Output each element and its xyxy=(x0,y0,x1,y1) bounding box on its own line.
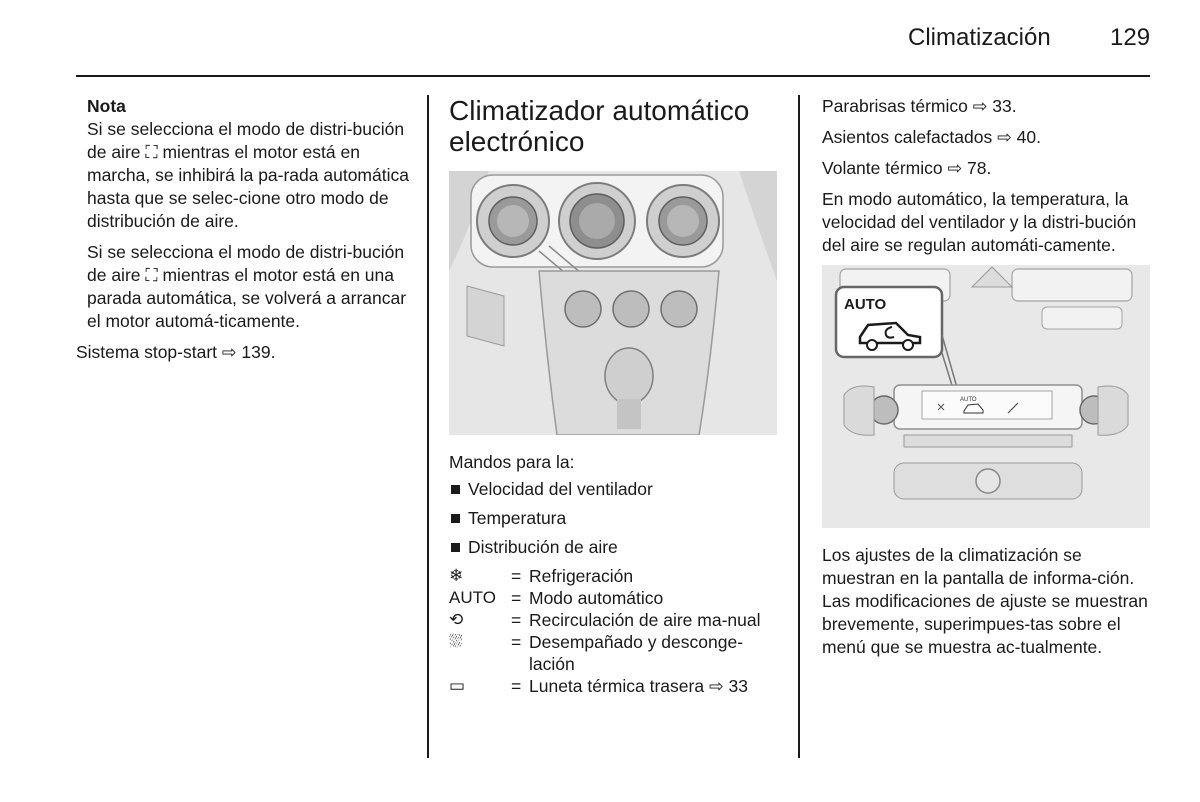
windshield-reference[interactable]: Parabrisas térmico ⇨ 33. xyxy=(822,96,1017,116)
equals-sign: = xyxy=(511,566,522,586)
legend-text: Desempañado y desconge-lación xyxy=(529,632,744,674)
left-knob xyxy=(477,185,549,257)
column-divider-1 xyxy=(427,95,429,758)
legend-row xyxy=(449,565,779,587)
legend-text: Luneta térmica trasera ⇨ 33 xyxy=(529,676,748,696)
equals-sign: = xyxy=(511,588,522,608)
wheel-reference[interactable]: Volante térmico ⇨ 78. xyxy=(822,158,992,178)
callout-auto-label: AUTO xyxy=(844,296,887,313)
legend-row xyxy=(449,587,779,609)
auto-mode-paragraph: En modo automático, la temperatura, la velocidad del ventilador y la distri-bución del aire se regulan automáti-camente. xyxy=(822,189,1137,255)
column-3 xyxy=(822,95,1152,667)
auto-label: AUTO xyxy=(449,588,496,607)
note-title: Nota xyxy=(87,96,126,116)
display-paragraph: Los ajustes de la climatización se muestran en la pantalla de informa-ción. Las modificaciones de ajuste se muestran brevemente, superimpues-tas sobre el menú que se muestra ac-tualmente. xyxy=(822,545,1148,657)
note-paragraph-1: Si se selecciona el modo de distri-bución de aire ⛶ mientras el motor está en marcha, se inhibirá la pa-rada automática hasta que se selec-cione otro modo de distribución de aire. xyxy=(87,119,409,231)
stop-start-reference[interactable]: Sistema stop-start ⇨ 139. xyxy=(76,342,276,362)
snowflake-icon: ❄ xyxy=(449,566,464,585)
seats-reference[interactable]: Asientos calefactados ⇨ 40. xyxy=(822,127,1041,147)
display-auto-text: AUTO xyxy=(960,397,977,403)
info-display-illustration xyxy=(822,265,1150,528)
legend-row xyxy=(449,631,779,675)
list-item: Temperatura xyxy=(449,507,779,530)
legend-row xyxy=(449,675,779,697)
legend-text: Modo automático xyxy=(529,588,664,608)
controls-intro: Mandos para la: xyxy=(449,452,575,472)
equals-sign: = xyxy=(511,632,522,652)
page-number: 129 xyxy=(1110,24,1151,51)
legend-text: Recirculación de aire ma-nual xyxy=(529,610,761,630)
legend-text: Refrigeración xyxy=(529,566,634,586)
column-2 xyxy=(449,95,779,697)
note-paragraph-2: Si se selecciona el modo de distri-bución de aire ⛶ mientras el motor está en una parada automática, se volverá a arrancar el motor automá-ticamente. xyxy=(87,242,407,331)
recirculation-icon: ⟲ xyxy=(449,610,464,629)
section-title: Climatizador automático electrónico xyxy=(449,95,750,157)
column-1 xyxy=(76,95,411,364)
legend-row xyxy=(449,609,779,631)
list-item: Distribución de aire xyxy=(449,536,779,559)
controls-list xyxy=(449,478,779,559)
column-divider-2 xyxy=(798,95,800,758)
defrost-icon: ⛆ xyxy=(449,632,463,651)
center-knob xyxy=(559,183,635,259)
note-box xyxy=(76,95,411,333)
dashboard-controls-illustration xyxy=(449,171,777,435)
right-knob xyxy=(647,185,719,257)
rear-window-heat-icon: ▭ xyxy=(449,676,466,695)
list-item: Velocidad del ventilador xyxy=(449,478,779,501)
header-rule xyxy=(76,75,1150,77)
equals-sign: = xyxy=(511,676,522,696)
chapter-title: Climatización xyxy=(908,24,1051,51)
equals-sign: = xyxy=(511,610,522,630)
symbol-legend xyxy=(449,565,779,697)
